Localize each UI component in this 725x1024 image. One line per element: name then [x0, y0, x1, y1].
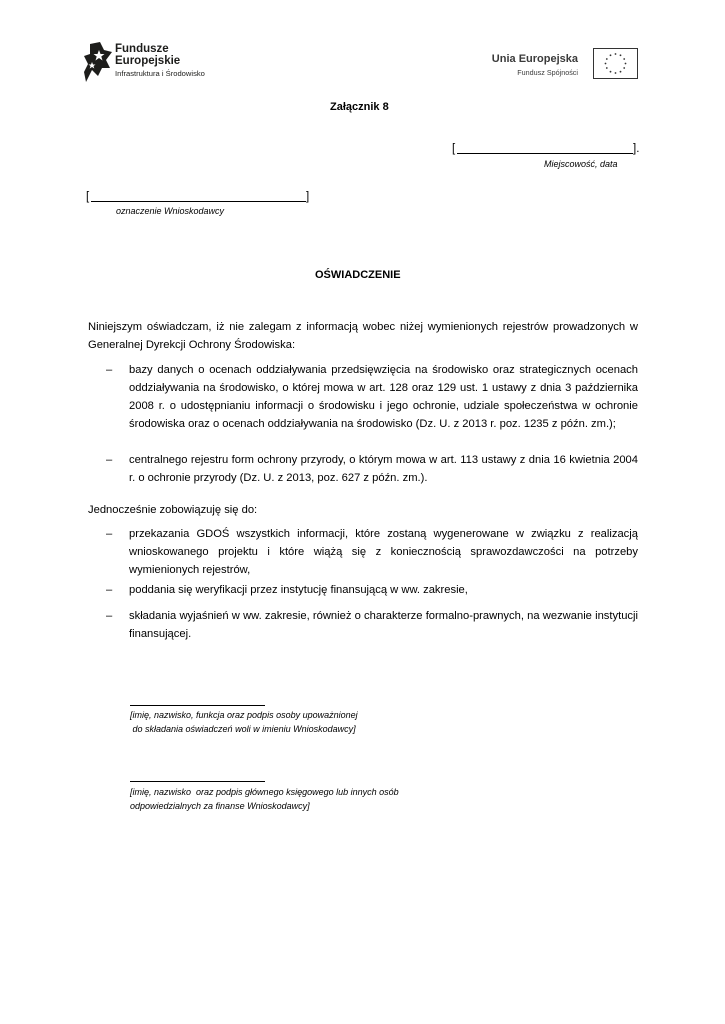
fundusze-europejskie-star-icon	[84, 42, 112, 84]
commitment-intro: Jednocześnie zobowiązuję się do:	[88, 504, 258, 516]
annex-title: Załącznik 8	[330, 101, 389, 113]
register-item	[88, 361, 638, 451]
commitment-item	[88, 581, 638, 599]
place-date-bracket-close: ].	[633, 143, 640, 155]
applicant-bracket-open: [	[86, 191, 90, 203]
applicant-caption: oznaczenie Wnioskodawcy	[116, 206, 225, 216]
signature-line-accountant[interactable]	[130, 781, 265, 782]
commitment-item-text: przekazania GDOŚ wszystkich informacji, które zostaną wygenerowane w związku z realizacją wnioskowanego projektu i które wiążą się z koniecznością sprawozdawczości na potrzeby wymienionych rejestrów,	[129, 528, 638, 576]
commitment-item-text: składania wyjaśnień w ww. zakresie, również o charakterze formalno-prawnych, na wezwanie instytucji finansującej.	[129, 610, 638, 640]
intro-paragraph: Niniejszym oświadczam, iż nie zalegam z informacją wobec niżej wymienionych rejestrów prowadzonych w Generalnej Dyrekcji Ochrony Środowiska:	[88, 321, 638, 351]
place-date-field[interactable]	[457, 144, 633, 154]
commitment-item	[88, 607, 638, 643]
logo-title-line1: Fundusze	[115, 43, 169, 55]
eu-logo-title: Unia Europejska	[491, 53, 578, 65]
fundusze-europejskie-logo	[84, 42, 244, 84]
logo-title-line2: Europejskie	[115, 55, 181, 67]
register-item-text: centralnego rejestru form ochrony przyrody, o którym mowa w art. 113 ustawy z dnia 16 kwietnia 2004 r. o ochronie przyrody (Dz. U. z 2013, poz. 627 z późn. zm.).	[129, 454, 638, 484]
commitment-item	[88, 525, 638, 579]
register-item	[88, 451, 638, 487]
place-date-bracket-open: [	[452, 143, 456, 155]
declaration-title: OŚWIADCZENIE	[315, 269, 401, 281]
unia-europejska-logo	[490, 48, 640, 82]
eu-flag-icon	[593, 48, 638, 79]
list-dash: –	[106, 610, 113, 622]
logo-subtitle: Infrastruktura i Środowisko	[115, 69, 205, 78]
register-item-text: bazy danych o ocenach oddziaływania przedsięwzięcia na środowisko oraz strategicznych ocenach oddziaływania na środowisko, o której mowa w art. 128 oraz 129 ust. 1 ustawy z dnia 3 października 2008 r. o udostępnianiu informacji o środowisku i jego ochronie, udziale społeczeństwa w ochronie środowiska oraz o ocenach oddziaływania na środowisko (Dz. U. z 2013 r. poz. 1235 z późn. zm.);	[129, 364, 638, 430]
list-dash: –	[106, 584, 113, 596]
applicant-bracket-close: ]	[306, 191, 310, 203]
list-dash: –	[106, 528, 113, 540]
signature-caption-authorized-2: do składania oświadczeń woli w imieniu Wnioskodawcy]	[130, 724, 356, 734]
signature-caption-accountant-2: odpowiedzialnych za finanse Wnioskodawcy]	[130, 801, 310, 811]
list-dash: –	[106, 364, 113, 376]
signature-caption-authorized-1: [imię, nazwisko, funkcja oraz podpis osoby upoważnionej	[130, 710, 358, 720]
signature-caption-accountant-1: [imię, nazwisko oraz podpis głównego księgowego lub innych osób	[130, 787, 399, 797]
list-dash: –	[106, 454, 113, 466]
commitment-item-text: poddania się weryfikacji przez instytucję finansującą w ww. zakresie,	[129, 584, 468, 596]
eu-logo-subtitle: Fundusz Spójności	[517, 68, 578, 77]
place-date-caption: Miejscowość, data	[544, 159, 618, 169]
signature-line-authorized[interactable]	[130, 705, 265, 706]
applicant-field[interactable]	[91, 192, 306, 202]
